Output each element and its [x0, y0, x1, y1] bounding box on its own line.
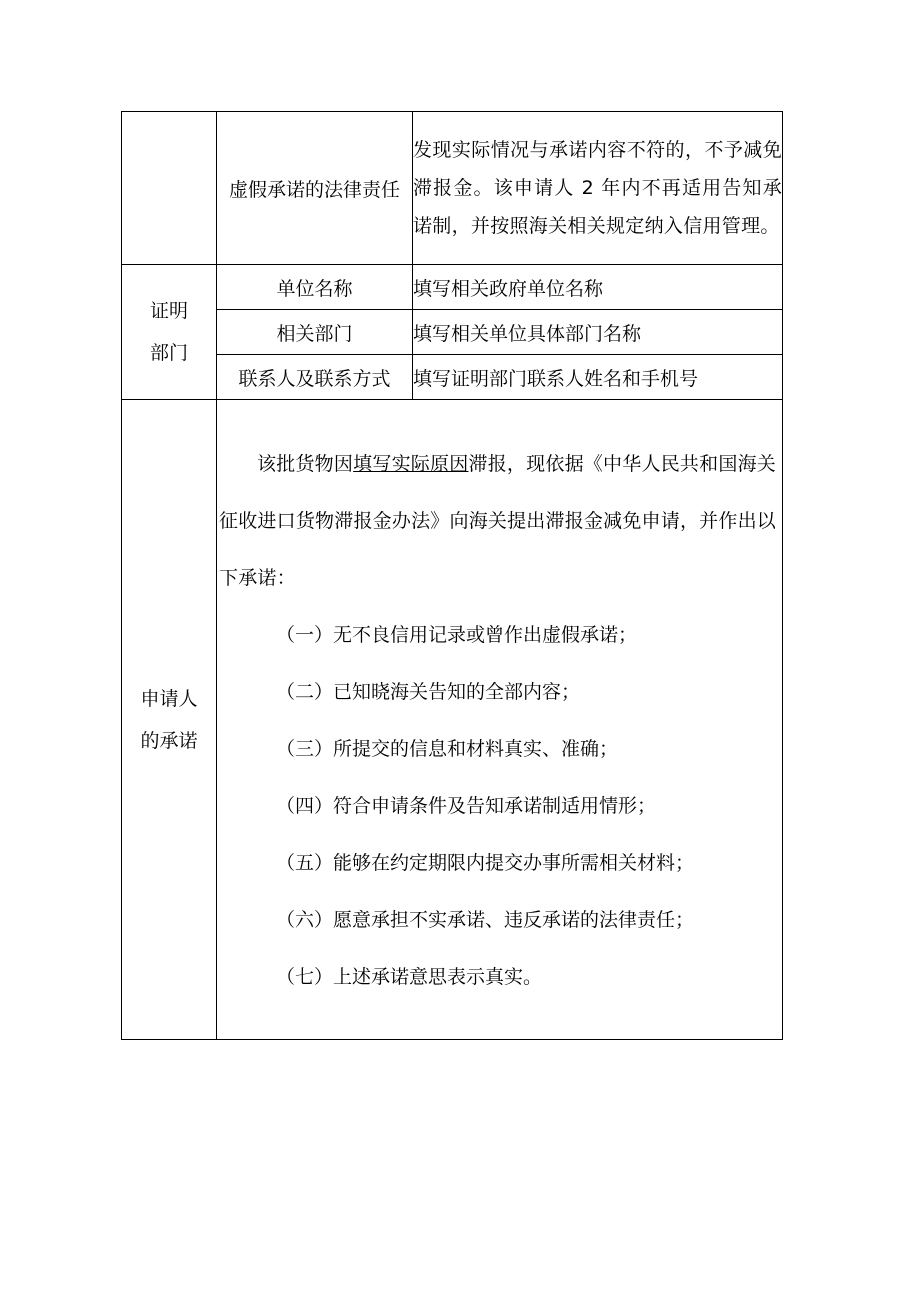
related-dept-value: 填写相关单位具体部门名称	[413, 310, 783, 355]
liability-text: 发现实际情况与承诺内容不符的，不予减免滞报金。该申请人 2 年内不再适用告知承诺制，并按照海关相关规定纳入信用管理。	[413, 112, 783, 265]
promise-intro-suffix: 滞报，现依据《中华人民共和国海关征收进口货物滞报金办法》向海关提出滞报金减免申请，并作出以下承诺：	[219, 453, 777, 589]
promise-intro	[219, 436, 776, 607]
dept-row-related-dept	[122, 310, 783, 355]
promise-item: （五）能够在约定期限内提交办事所需相关材料；	[276, 852, 695, 874]
contact-value: 填写证明部门联系人姓名和手机号	[413, 355, 783, 400]
promise-list	[219, 607, 776, 1006]
commitment-form-table	[121, 111, 783, 1040]
promise-item: （二）已知晓海关告知的全部内容；	[276, 681, 581, 703]
contact-label: 联系人及联系方式	[217, 355, 413, 400]
dept-row-unit-name	[122, 265, 783, 310]
certifying-dept-label	[122, 265, 217, 400]
applicant-promise-row	[122, 400, 783, 1040]
false-commitment-liability-row	[122, 112, 783, 265]
certifying-dept-label-text: 证明部门	[149, 300, 188, 364]
promise-item: （七）上述承诺意思表示真实。	[276, 966, 543, 988]
promise-content	[217, 400, 783, 1040]
reason-blank: 填写实际原因	[353, 453, 469, 475]
applicant-promise-label	[122, 400, 217, 1040]
applicant-promise-label-text: 申请人的承诺	[140, 687, 198, 752]
dept-row-contact	[122, 355, 783, 400]
liability-label: 虚假承诺的法律责任	[217, 112, 413, 265]
promise-item: （三）所提交的信息和材料真实、准确；	[276, 738, 619, 760]
promise-intro-prefix: 该批货物因	[257, 453, 354, 475]
promise-item: （一）无不良信用记录或曾作出虚假承诺；	[276, 624, 638, 646]
unit-name-label: 单位名称	[217, 265, 413, 310]
promise-item: （四）符合申请条件及告知承诺制适用情形；	[276, 795, 657, 817]
empty-category-cell	[122, 112, 217, 265]
promise-item: （六）愿意承担不实承诺、违反承诺的法律责任；	[276, 909, 695, 931]
unit-name-value: 填写相关政府单位名称	[413, 265, 783, 310]
related-dept-label: 相关部门	[217, 310, 413, 355]
